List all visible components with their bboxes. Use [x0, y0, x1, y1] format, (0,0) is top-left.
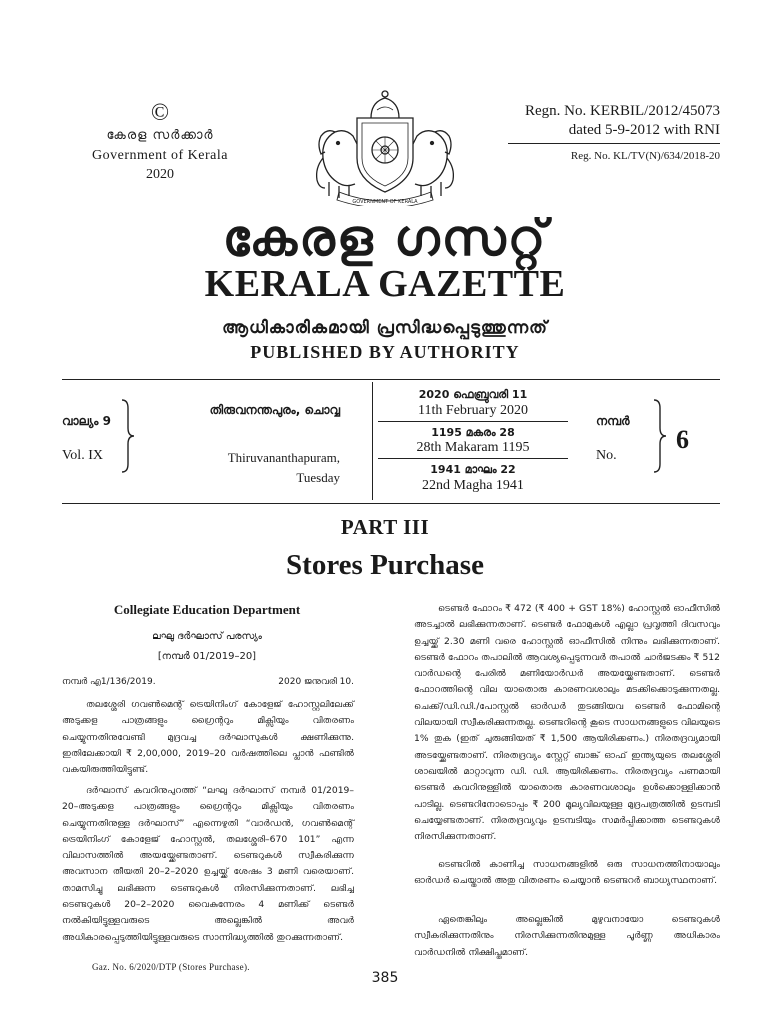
department-name: Collegiate Education Department	[113, 602, 301, 617]
issue-number: 6	[676, 425, 689, 454]
volume-english: Vol. IX	[62, 448, 103, 463]
gazette-title-malayalam: കേരള ഗസറ്റ്	[222, 209, 548, 267]
kerala-state-emblem-icon	[305, 88, 465, 206]
right-brace-icon	[652, 398, 668, 474]
published-by-authority-english: PUBLISHED BY AUTHORITY	[250, 342, 520, 362]
place-english: Thiruvananthapuram,	[227, 450, 340, 465]
gazette-title-english: KERALA GAZETTE	[204, 263, 566, 305]
gazette-footer-reference: Gaz. No. 6/2020/DTP (Stores Purchase).	[92, 962, 250, 972]
notice-paragraph: ടെണ്ടറിൽ കാണിച്ച സാധനങ്ങളിൽ ഒരു സാധനത്തിനായാലും ഓർഡർ ചെയ്താൽ അതു വിതരണം ചെയ്യാൻ ടെണ്ടറർ ബാധ്യസ്ഥനാണ്.	[414, 859, 720, 887]
issue-block-divider	[372, 382, 373, 500]
date-saka-malayalam: 1941 മാഘം 22	[430, 463, 516, 476]
date-malayalam-era-english: 28th Makaram 1195	[416, 440, 530, 455]
place-and-day-english	[180, 448, 340, 488]
registration-divider	[508, 143, 720, 144]
date-divider	[378, 421, 568, 422]
number-label-english: No.	[596, 448, 617, 463]
registration-date: dated 5-9-2012 with RNI	[568, 122, 720, 138]
date-gregorian-malayalam: 2020 ഫെബ്രുവരി 11	[418, 388, 528, 401]
postal-registration-number: Reg. No. KL/TV(N)/634/2018-20	[570, 150, 720, 162]
notice-paragraph: ഏതെങ്കിലും അല്ലെങ്കിൽ മുഴുവനായോ ടെണ്ടറുകൾ സ്വീകരിക്കുന്നതിനും നിരസിക്കുന്നതിനുമുള്ള പൂർണ്ണ അധികാരം വാർഡനിൽ നിക്ഷിപ്തമാണ്.	[414, 914, 720, 958]
svg-text:GOVERNMENT OF KERALA: GOVERNMENT OF KERALA	[352, 199, 418, 205]
notice-paragraph: ടെണ്ടർ ഫോറം ₹ 472 (₹ 400 + GST 18%) ഹോസ്റ്റൽ ഓഫീസിൽ അടച്ചാൽ ലഭിക്കുന്നതാണ്. ടെണ്ടർ ഫോമുകൾ എല്ലാ പ്രവൃത്തി ദിവസവും ഉച്ചയ്ക്ക് 2.30 മണി വരെ ഹോസ്റ്റൽ ഓഫീസിൽ നിന്നും ലഭിക്കുന്നതാണ്. ടെണ്ടർ ഫോറം തപാലിൽ ആവശ്യപ്പെടുന്നവർ തപാൽ ചാർജടക്കം ₹ 512 വാർഡന്റെ പേരിൽ മണിയോർഡർ അയയ്ക്കേണ്ടതാണ്. ടെണ്ടർ ഫോറത്തിന്റെ വില യാതൊരു കാരണവശാലും മടക്കിക്കൊടുക്കുന്നതല്ല. ചെക്ക്/ഡി.ഡി./പോസ്റ്റൽ ഓർഡർ തുടങ്ങിയവ ടെണ്ടർ ഫോമിന്റെ വിലയായി സ്വീകരിക്കുന്നതല്ല. ടെണ്ടറിന്റെ കൂടെ സാധനങ്ങളുടെ വിലയുടെ 1% തുക (ഇത് ചുരുങ്ങിയത് ₹ 1,500 ആയിരിക്കണം.) നിരതദ്രവ്യമായി അടയ്ക്കേണ്ടതാണ്. നിരതദ്രവ്യം സ്റ്റേറ്റ് ബാങ്ക് ഓഫ് ഇന്ത്യയുടെ തലശ്ശേരി ശാഖയിൽ മാറ്റാവുന്ന ഡി. ഡി. ആയിരിക്കണം. നിരതദ്രവ്യം പണമായി ടെണ്ടർ കവറിനുള്ളിൽ യാതൊരു കാരണവശാലും ഉൾക്കൊള്ളിക്കാൻ പാടില്ല. ടെണ്ടറിനോടൊപ്പം ₹ 200 മൂല്യവിലയുള്ള മുദ്രപത്രത്തിൽ ഉടമ്പടി ചെയ്യേണ്ടതാണ്. നിരതദ്രവ്യവും ഉടമ്പടിയും സമർപ്പിക്കാത്ത ടെണ്ടറുകൾ നിരസിക്കുന്നതാണ്.	[414, 603, 720, 843]
registration-number: Regn. No. KERBIL/2012/45073	[525, 103, 720, 119]
place-and-day-malayalam: തിരുവനന്തപുരം, ചൊവ്വ	[209, 403, 340, 417]
reference-date: 2020 ജനുവരി 10.	[278, 677, 354, 687]
date-malayalam-era-malayalam: 1195 മകരം 28	[431, 426, 515, 439]
day-english: Tuesday	[296, 470, 340, 485]
notice-paragraph: തലശ്ശേരി ഗവൺമെന്റ് ട്രെയിനിംഗ് കോളേജ് ഹോസ്റ്റലിലേക്ക് അടുക്കള പാത്രങ്ങളും ഗ്രൈന്ററും മിക്സിയും വിതരണം ചെയ്യുന്നതിനുവേണ്ടി മുദ്രവച്ച ദർഘാസുകൾ ക്ഷണിക്കുന്നു. ഇതിലേക്കായി ₹ 2,00,000, 2019–20 വർഷത്തിലെ പ്ലാൻ ഫണ്ടിൽ വകയിരുത്തിയിട്ടുണ്ട്.	[62, 699, 354, 776]
copyright-symbol: ©	[150, 100, 170, 126]
notice-paragraph: ദർഘാസ് കവറിനുപുറത്ത് “ലഘു ദർഘാസ് നമ്പർ 01/2019–20–അടുക്കള പാത്രങ്ങളും ഗ്രൈന്ററും മിക്സിയും വിതരണം ചെയ്യുന്നതിനുള്ള ദർഘാസ്” എന്നെഴുതി “വാർഡൻ, ഗവൺമെന്റ് ട്രെയിനിംഗ് കോളേജ് ഹോസ്റ്റൽ, തലശ്ശേരി–670 101” എന്ന വിലാസത്തിൽ അയയ്ക്കേണ്ടതാണ്. ടെണ്ടറുകൾ സ്വീകരിക്കുന്ന അവസാന തീയതി 20–2–2020 ഉച്ചയ്ക്ക് ശേഷം 3 മണി വരെയാണ്. താമസിച്ചു ലഭിക്കുന്ന ടെണ്ടറുകൾ നിരസിക്കുന്നതാണ്. ലഭിച്ച ടെണ്ടറുകൾ 20–2–2020 വൈകുന്നേരം 4 മണിക്ക് ടെണ്ടർ നൽകിയിട്ടുള്ളവരുടെ അല്ലെങ്കിൽ അവർ അധികാരപ്പെടുത്തിയിട്ടുള്ളവരുടെ സാന്നിദ്ധ്യത്തിൽ തുറക്കുന്നതാണ്.	[62, 785, 354, 943]
notice-number: [നമ്പർ 01/2019–20]	[157, 651, 257, 662]
published-by-authority-malayalam: ആധികാരികമായി പ്രസിദ്ധപ്പെടുത്തുന്നത്	[222, 318, 548, 338]
page-number: 385	[371, 970, 399, 986]
part-label: PART III	[340, 515, 430, 539]
issue-block-top-rule	[62, 379, 720, 380]
reference-number: നമ്പർ എ1/136/2019.	[62, 677, 156, 687]
volume-malayalam: വാല്യം 9	[62, 414, 111, 428]
copyright-year: 2020	[146, 167, 174, 182]
notice-title: ലഘു ദർഘാസ് പരസ്യം	[152, 631, 262, 642]
date-divider	[378, 458, 568, 459]
issue-block-bottom-rule	[62, 503, 720, 504]
date-saka-english: 22nd Magha 1941	[422, 478, 524, 493]
left-brace-icon	[120, 398, 136, 474]
government-name-malayalam: കേരള സർക്കാർ	[106, 128, 214, 143]
section-title: Stores Purchase	[286, 549, 484, 581]
date-gregorian-english: 11th February 2020	[418, 403, 528, 418]
number-label-malayalam: നമ്പർ	[596, 414, 630, 428]
government-name-english: Government of Kerala	[92, 148, 228, 163]
